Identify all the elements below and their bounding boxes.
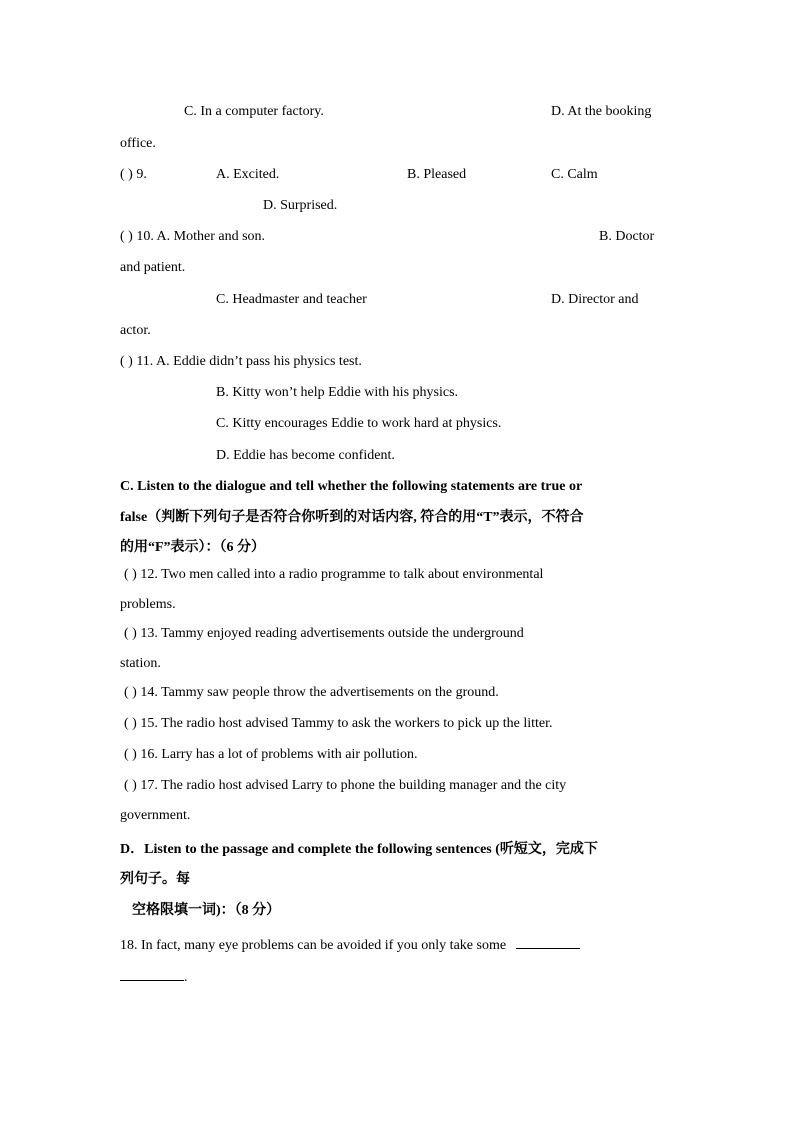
- q15-statement: ( ) 15. The radio host advised Tammy to ask the workers to pick up the litter.: [124, 716, 553, 731]
- q11-option-d: D. Eddie has become confident.: [216, 448, 395, 463]
- q11-option-c: C. Kitty encourages Eddie to work hard at physics.: [216, 416, 502, 431]
- q9-option-b: B. Pleased: [407, 167, 467, 182]
- q18-sentence: [120, 934, 580, 955]
- q17-statement: ( ) 17. The radio host advised Larry to phone the building manager and the city: [124, 778, 567, 793]
- q16-statement: ( ) 16. Larry has a lot of problems with air pollution.: [124, 747, 418, 762]
- q17-statement-wrap: government.: [120, 808, 191, 823]
- q18-blank-1[interactable]: [516, 934, 580, 949]
- q11-option-b: B. Kitty won’t help Eddie with his physics.: [216, 385, 459, 400]
- q9-option-d: D. Surprised.: [263, 198, 338, 213]
- q10-answer-paren: ( ) 10. A. Mother and son.: [120, 229, 266, 244]
- section-d-heading-line1: D．Listen to the passage and complete the following sentences (听短文，完成下: [120, 842, 598, 857]
- q9-answer-paren: ( ) 9.: [120, 167, 147, 182]
- q12-statement-wrap: problems.: [120, 597, 176, 612]
- q10-option-d: D. Director and: [551, 292, 639, 307]
- q10-option-c: C. Headmaster and teacher: [216, 292, 367, 307]
- q18-end-period: .: [184, 970, 188, 985]
- q18-sentence-text: 18. In fact, many eye problems can be avoided if you only take some: [120, 938, 507, 953]
- q18-blank-2[interactable]: [120, 966, 184, 981]
- q12-statement: ( ) 12. Two men called into a radio programme to talk about environmental: [124, 567, 544, 582]
- q18-sentence-wrap: [120, 966, 188, 987]
- section-c-heading-line2: false（判断下列句子是否符合你听到的对话内容, 符合的用“T”表示，不符合: [120, 510, 584, 525]
- q13-statement: ( ) 13. Tammy enjoyed reading advertisements outside the underground: [124, 626, 524, 641]
- q10-option-d-wrap: actor.: [120, 323, 151, 338]
- q9-option-a: A. Excited.: [216, 167, 280, 182]
- q10-option-b-wrap: and patient.: [120, 260, 186, 275]
- section-d-heading-line3: 空格限填一词)：（8 分）: [132, 903, 281, 918]
- q9-option-c: C. Calm: [551, 167, 598, 182]
- section-d-heading-line2: 列句子。每: [120, 872, 190, 887]
- section-c-heading-line1: C. Listen to the dialogue and tell whether the following statements are true or: [120, 479, 583, 494]
- q8-option-d: D. At the booking: [551, 104, 652, 119]
- q11-option-a: ( ) 11. A. Eddie didn’t pass his physics test.: [120, 354, 362, 369]
- q13-statement-wrap: station.: [120, 656, 161, 671]
- q8-option-c: C. In a computer factory.: [184, 104, 324, 119]
- q14-statement: ( ) 14. Tammy saw people throw the advertisements on the ground.: [124, 685, 499, 700]
- q10-option-b: B. Doctor: [599, 229, 655, 244]
- section-c-heading-line3: 的用“F”表示）：（6 分）: [120, 540, 266, 555]
- q8-option-d-wrap: office.: [120, 136, 156, 151]
